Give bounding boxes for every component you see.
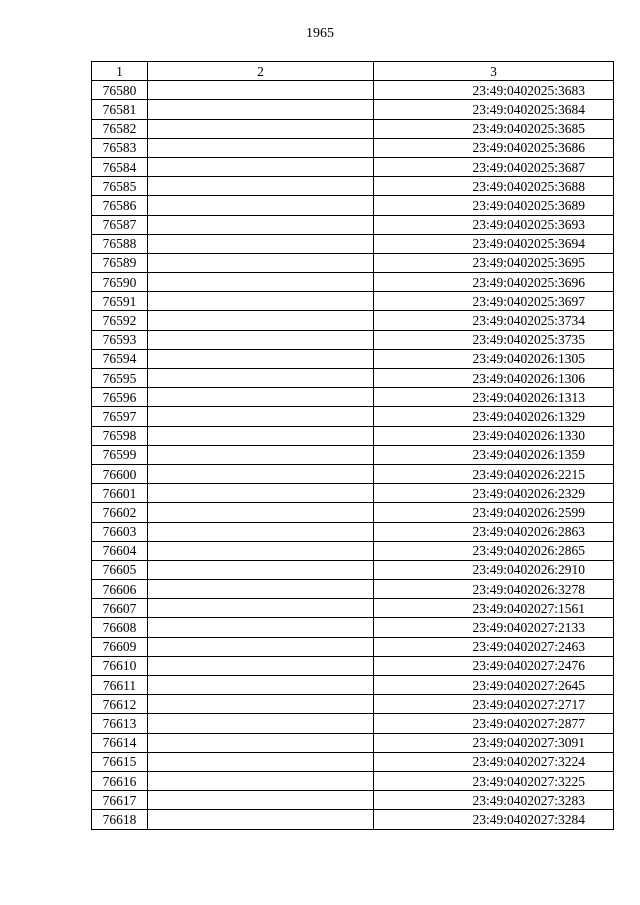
row-name-cell <box>148 484 374 503</box>
row-number-cell: 76583 <box>92 138 148 157</box>
table-row <box>92 234 614 253</box>
row-name-cell <box>148 234 374 253</box>
row-name-cell <box>148 119 374 138</box>
row-name-cell <box>148 464 374 483</box>
table-row <box>92 100 614 119</box>
row-name-cell <box>148 273 374 292</box>
row-number-cell: 76599 <box>92 445 148 464</box>
row-name-cell <box>148 369 374 388</box>
row-name-cell <box>148 752 374 771</box>
row-number-cell: 76591 <box>92 292 148 311</box>
cadastral-number-cell: 23:49:0402025:3735 <box>374 330 614 349</box>
row-name-cell <box>148 637 374 656</box>
row-name-cell <box>148 599 374 618</box>
cadastral-number-cell: 23:49:0402025:3687 <box>374 157 614 176</box>
table-row <box>92 138 614 157</box>
cadastral-number-cell: 23:49:0402027:2476 <box>374 656 614 675</box>
row-number-cell: 76594 <box>92 349 148 368</box>
row-name-cell <box>148 522 374 541</box>
page-number: 1965 <box>306 26 334 41</box>
row-name-cell <box>148 714 374 733</box>
table-row <box>92 541 614 560</box>
cadastral-number-cell: 23:49:0402026:2865 <box>374 541 614 560</box>
row-name-cell <box>148 676 374 695</box>
row-number-cell: 76587 <box>92 215 148 234</box>
table-row <box>92 119 614 138</box>
row-number-cell: 76600 <box>92 464 148 483</box>
row-name-cell <box>148 580 374 599</box>
table-row <box>92 196 614 215</box>
cadastral-number-cell: 23:49:0402027:2645 <box>374 676 614 695</box>
row-name-cell <box>148 656 374 675</box>
row-number-cell: 76613 <box>92 714 148 733</box>
table-row <box>92 407 614 426</box>
header-row <box>92 62 614 81</box>
row-name-cell <box>148 503 374 522</box>
row-name-cell <box>148 407 374 426</box>
table-row <box>92 445 614 464</box>
cadastral-number-cell: 23:49:0402025:3696 <box>374 273 614 292</box>
row-number-cell: 76593 <box>92 330 148 349</box>
row-number-cell: 76590 <box>92 273 148 292</box>
row-name-cell <box>148 157 374 176</box>
cadastral-number-cell: 23:49:0402025:3689 <box>374 196 614 215</box>
cadastral-number-cell: 23:49:0402027:3225 <box>374 771 614 790</box>
cadastral-number-cell: 23:49:0402025:3734 <box>374 311 614 330</box>
table-row <box>92 560 614 579</box>
row-number-cell: 76608 <box>92 618 148 637</box>
row-name-cell <box>148 388 374 407</box>
table-row <box>92 714 614 733</box>
cadastral-number-cell: 23:49:0402027:1561 <box>374 599 614 618</box>
table-row <box>92 426 614 445</box>
table-row <box>92 503 614 522</box>
table-row <box>92 599 614 618</box>
row-number-cell: 76615 <box>92 752 148 771</box>
row-name-cell <box>148 560 374 579</box>
row-number-cell: 76580 <box>92 81 148 100</box>
row-name-cell <box>148 810 374 829</box>
cadastral-number-cell: 23:49:0402026:3278 <box>374 580 614 599</box>
row-name-cell <box>148 292 374 311</box>
column-header-1: 1 <box>92 62 148 81</box>
row-number-cell: 76597 <box>92 407 148 426</box>
cadastral-number-cell: 23:49:0402025:3688 <box>374 177 614 196</box>
cadastral-number-cell: 23:49:0402025:3684 <box>374 100 614 119</box>
cadastral-number-cell: 23:49:0402025:3683 <box>374 81 614 100</box>
cadastral-number-cell: 23:49:0402027:2133 <box>374 618 614 637</box>
row-number-cell: 76589 <box>92 253 148 272</box>
row-number-cell: 76609 <box>92 637 148 656</box>
row-number-cell: 76610 <box>92 656 148 675</box>
cadastral-number-cell: 23:49:0402025:3685 <box>374 119 614 138</box>
cadastral-number-cell: 23:49:0402026:1330 <box>374 426 614 445</box>
cadastral-number-cell: 23:49:0402026:1359 <box>374 445 614 464</box>
table-row <box>92 464 614 483</box>
row-number-cell: 76592 <box>92 311 148 330</box>
cadastral-number-cell: 23:49:0402025:3686 <box>374 138 614 157</box>
table-row <box>92 695 614 714</box>
table-row <box>92 369 614 388</box>
row-number-cell: 76605 <box>92 560 148 579</box>
cadastral-number-cell: 23:49:0402025:3693 <box>374 215 614 234</box>
table-row <box>92 791 614 810</box>
row-number-cell: 76588 <box>92 234 148 253</box>
row-number-cell: 76607 <box>92 599 148 618</box>
row-name-cell <box>148 196 374 215</box>
cadastral-number-cell: 23:49:0402027:2717 <box>374 695 614 714</box>
table-row <box>92 752 614 771</box>
cadastral-number-cell: 23:49:0402027:2463 <box>374 637 614 656</box>
row-number-cell: 76584 <box>92 157 148 176</box>
table-row <box>92 388 614 407</box>
row-name-cell <box>148 618 374 637</box>
row-number-cell: 76601 <box>92 484 148 503</box>
row-number-cell: 76581 <box>92 100 148 119</box>
row-number-cell: 76582 <box>92 119 148 138</box>
row-name-cell <box>148 445 374 464</box>
table-row <box>92 273 614 292</box>
cadastral-number-cell: 23:49:0402026:1306 <box>374 369 614 388</box>
table-row <box>92 810 614 829</box>
table-row <box>92 618 614 637</box>
row-number-cell: 76598 <box>92 426 148 445</box>
cadastral-number-cell: 23:49:0402026:1313 <box>374 388 614 407</box>
table-row <box>92 771 614 790</box>
row-name-cell <box>148 177 374 196</box>
table-row <box>92 157 614 176</box>
row-name-cell <box>148 791 374 810</box>
cadastral-number-cell: 23:49:0402025:3695 <box>374 253 614 272</box>
row-number-cell: 76603 <box>92 522 148 541</box>
cadastral-number-cell: 23:49:0402026:1305 <box>374 349 614 368</box>
table-row <box>92 177 614 196</box>
cadastral-number-cell: 23:49:0402026:2599 <box>374 503 614 522</box>
row-number-cell: 76604 <box>92 541 148 560</box>
row-name-cell <box>148 695 374 714</box>
table-row <box>92 656 614 675</box>
row-number-cell: 76618 <box>92 810 148 829</box>
row-name-cell <box>148 733 374 752</box>
column-header-3: 3 <box>374 62 614 81</box>
row-name-cell <box>148 311 374 330</box>
row-number-cell: 76585 <box>92 177 148 196</box>
row-number-cell: 76602 <box>92 503 148 522</box>
cadastral-number-cell: 23:49:0402025:3697 <box>374 292 614 311</box>
row-number-cell: 76617 <box>92 791 148 810</box>
row-name-cell <box>148 349 374 368</box>
table-row <box>92 81 614 100</box>
row-name-cell <box>148 253 374 272</box>
table-row <box>92 349 614 368</box>
table-row <box>92 330 614 349</box>
cadastral-number-cell: 23:49:0402027:2877 <box>374 714 614 733</box>
table-row <box>92 637 614 656</box>
cadastral-number-cell: 23:49:0402026:1329 <box>374 407 614 426</box>
cadastral-number-cell: 23:49:0402025:3694 <box>374 234 614 253</box>
cadastral-number-cell: 23:49:0402026:2215 <box>374 464 614 483</box>
table-row <box>92 580 614 599</box>
cadastral-number-cell: 23:49:0402027:3284 <box>374 810 614 829</box>
row-name-cell <box>148 100 374 119</box>
row-number-cell: 76595 <box>92 369 148 388</box>
table-row <box>92 676 614 695</box>
table-row <box>92 311 614 330</box>
table-row <box>92 733 614 752</box>
table-row <box>92 215 614 234</box>
row-number-cell: 76596 <box>92 388 148 407</box>
row-name-cell <box>148 81 374 100</box>
table-row <box>92 484 614 503</box>
table-row <box>92 522 614 541</box>
cadastral-number-cell: 23:49:0402026:2910 <box>374 560 614 579</box>
row-number-cell: 76612 <box>92 695 148 714</box>
column-header-2: 2 <box>148 62 374 81</box>
row-name-cell <box>148 771 374 790</box>
table-row <box>92 253 614 272</box>
row-number-cell: 76586 <box>92 196 148 215</box>
row-number-cell: 76614 <box>92 733 148 752</box>
registry-table <box>91 61 614 830</box>
cadastral-number-cell: 23:49:0402027:3224 <box>374 752 614 771</box>
cadastral-number-cell: 23:49:0402026:2329 <box>374 484 614 503</box>
cadastral-number-cell: 23:49:0402026:2863 <box>374 522 614 541</box>
row-number-cell: 76611 <box>92 676 148 695</box>
row-number-cell: 76606 <box>92 580 148 599</box>
row-name-cell <box>148 541 374 560</box>
row-name-cell <box>148 215 374 234</box>
row-number-cell: 76616 <box>92 771 148 790</box>
row-name-cell <box>148 330 374 349</box>
table-row <box>92 292 614 311</box>
cadastral-number-cell: 23:49:0402027:3091 <box>374 733 614 752</box>
row-name-cell <box>148 138 374 157</box>
cadastral-number-cell: 23:49:0402027:3283 <box>374 791 614 810</box>
row-name-cell <box>148 426 374 445</box>
